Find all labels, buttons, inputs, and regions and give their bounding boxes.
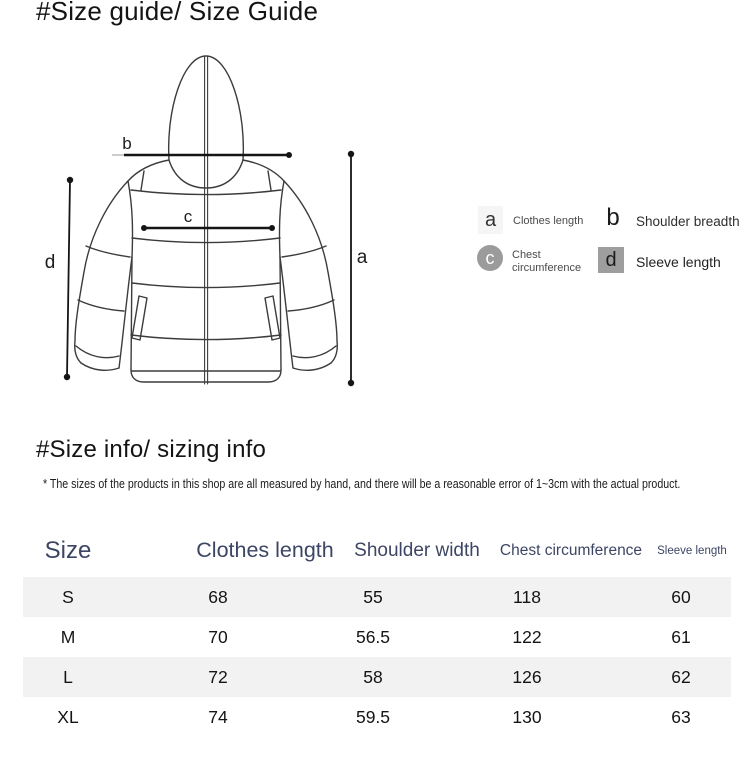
cell-sleeve-length: 62 — [671, 666, 691, 687]
measure-label-a: a — [356, 247, 368, 268]
column-header-clothes-length: Clothes length — [196, 538, 334, 562]
section-title-size-info: #Size info/ sizing info — [36, 436, 267, 463]
legend-label-sleeve-length: Sleeve length — [636, 254, 721, 270]
cell-clothes-length: 68 — [208, 586, 228, 607]
page-title: #Size guide/ Size Guide — [36, 0, 319, 26]
measure-dot — [348, 151, 354, 157]
cell-clothes-length: 70 — [208, 626, 228, 647]
legend-label-clothes-length: Clothes length — [513, 215, 584, 227]
column-header-sleeve-length: Sleeve length — [657, 544, 727, 557]
table-row-l — [23, 657, 731, 697]
jacket-diagram-svg — [40, 50, 380, 400]
measure-dot — [348, 380, 354, 386]
column-header-shoulder-width: Shoulder width — [354, 539, 480, 561]
table-row-m — [23, 617, 731, 657]
measurement-disclaimer: * The sizes of the products in this shop are all measured by hand, and there will be a reasonable error of 1~3cm with the actual product. — [43, 477, 681, 491]
cell-shoulder-width: 58 — [363, 666, 383, 687]
table-row-xl — [23, 697, 731, 737]
cell-chest-circumference: 130 — [512, 706, 542, 727]
legend-label-shoulder-breadth: Shoulder breadth — [636, 214, 740, 229]
cell-chest-circumference: 126 — [512, 666, 542, 687]
measure-line-d — [67, 180, 70, 377]
cell-shoulder-width: 56.5 — [355, 626, 391, 647]
table-row-s — [23, 577, 731, 617]
size-table-header-row — [23, 524, 731, 577]
jacket-measurement-diagram — [40, 50, 380, 400]
cell-size: L — [63, 666, 73, 687]
cell-size: XL — [57, 706, 79, 727]
measure-dot — [269, 225, 275, 231]
cell-chest-circumference: 122 — [512, 626, 542, 647]
measure-dot — [67, 177, 73, 183]
cell-chest-circumference: 118 — [513, 586, 541, 607]
cell-sleeve-length: 60 — [671, 586, 691, 607]
column-header-chest-circumference: Chest circumference — [499, 541, 643, 559]
measure-dot — [141, 225, 147, 231]
cell-size: M — [60, 626, 76, 647]
legend-key-d: d — [598, 247, 624, 273]
measurement-lines — [64, 151, 354, 386]
measure-dot — [64, 374, 70, 380]
cell-sleeve-length: 63 — [671, 706, 691, 727]
cell-shoulder-width: 55 — [363, 586, 383, 607]
measure-label-d: d — [44, 252, 56, 273]
cell-sleeve-length: 61 — [671, 626, 691, 647]
cell-clothes-length: 72 — [208, 666, 228, 687]
legend-key-b: b — [606, 204, 620, 231]
legend-key-c: c — [477, 245, 503, 271]
cell-shoulder-width: 59.5 — [355, 706, 391, 727]
size-table — [23, 524, 731, 737]
cell-clothes-length: 74 — [208, 706, 228, 727]
column-header-size: Size — [44, 536, 92, 564]
measure-dot — [286, 152, 292, 158]
cell-size: S — [62, 586, 74, 607]
measure-label-c: c — [183, 207, 193, 226]
legend-key-a: a — [478, 206, 503, 234]
legend-label-chest-circumference: Chest circumference — [512, 249, 582, 274]
jacket-outline — [75, 56, 338, 384]
measure-label-b: b — [122, 134, 132, 153]
